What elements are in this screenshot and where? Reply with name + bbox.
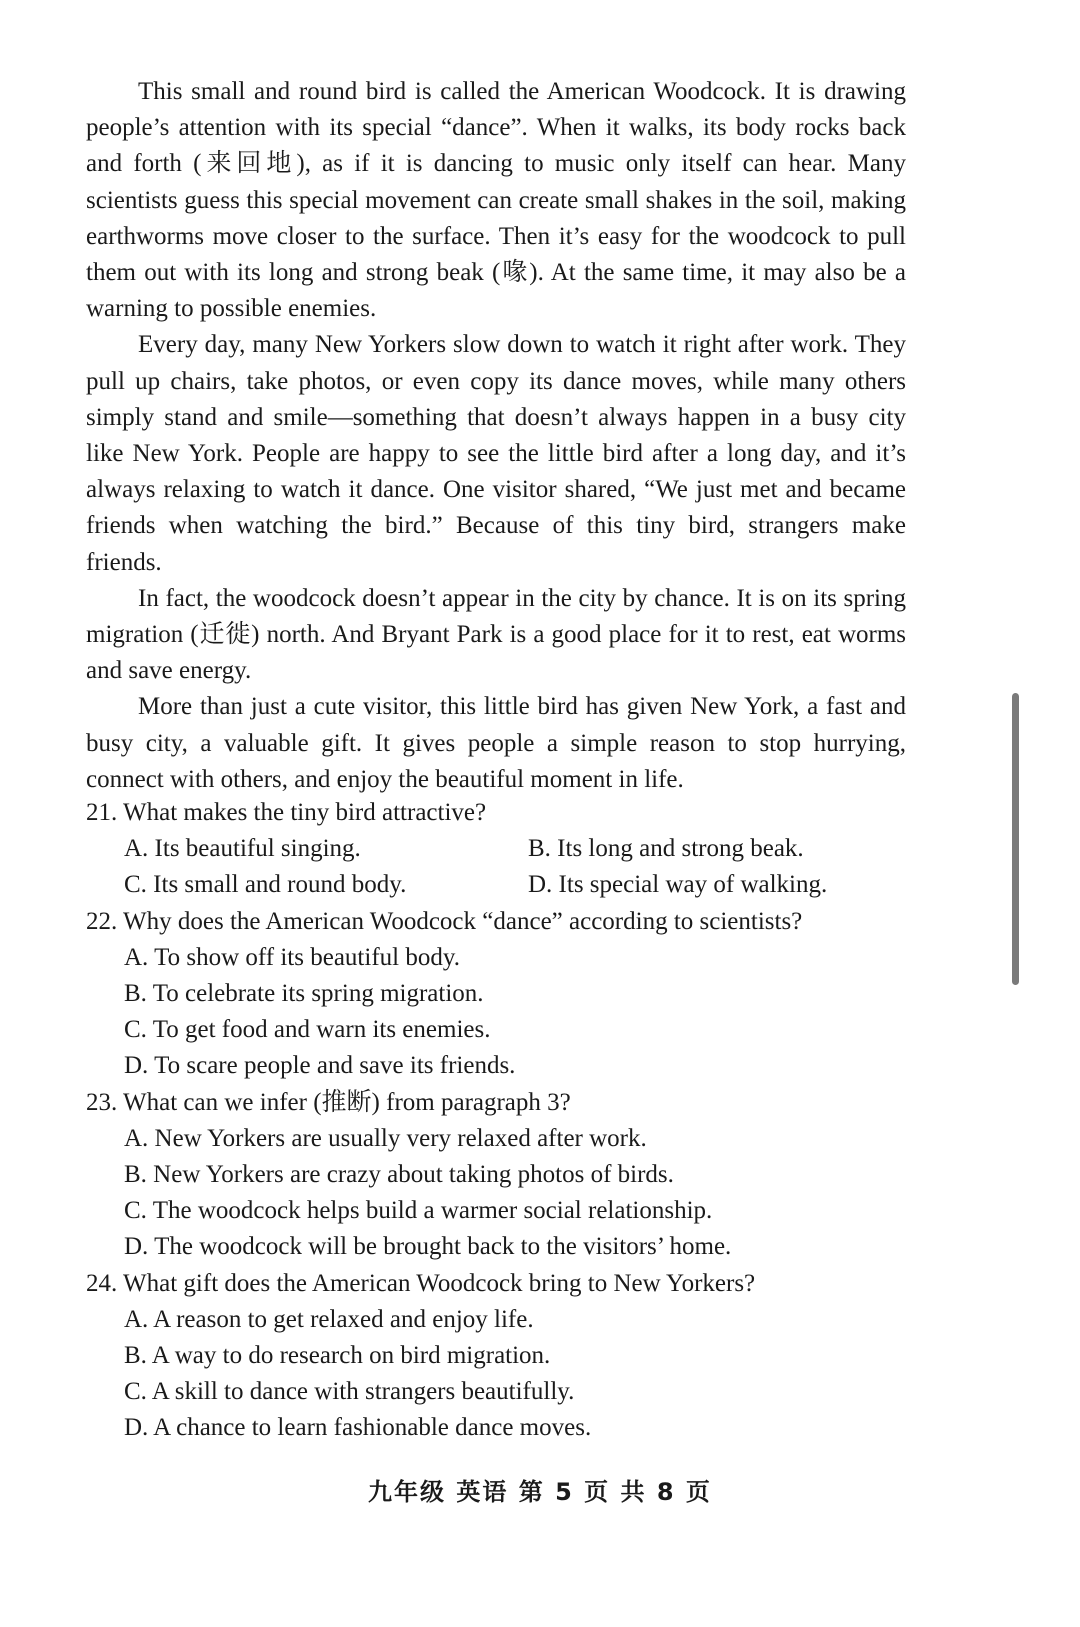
option-b: B. Its long and strong beak.: [528, 835, 804, 863]
passage-paragraph-4: More than just a cute visitor, this little bird has given New York, a fast and busy city, a valuable gift. It gives people a simple reason to stop hurrying, connect with others, and enjoy the beautiful moment in life.: [86, 693, 906, 793]
question-23: [86, 1085, 966, 1266]
question-stem: 21. What makes the tiny bird attractive?: [86, 799, 487, 826]
question-list: [86, 795, 966, 1447]
reading-passage: [86, 74, 906, 798]
option-a: A. New Yorkers are usually very relaxed after work.: [124, 1124, 647, 1152]
option-d: D. A chance to learn fashionable dance moves.: [124, 1414, 592, 1442]
option-grid: [86, 831, 966, 903]
option-d: D. The woodcock will be brought back to the visitors’ home.: [124, 1233, 732, 1261]
passage-paragraph-1: This small and round bird is called the American Woodcock. It is drawing people’s attention with its special “dance”. When it walks, its body rocks back and forth (来回地), as if it is dancing to music only itself can hear. Many scientists guess this special movement can create small shakes in the soil, making earthworms move closer to the surface. Then it’s easy for the woodcock to pull them out with its long and strong beak (喙). At the same time, it may also be a warning to possible enemies.: [86, 78, 906, 323]
page-footer: 九年级 英语 第 5 页 共 8 页: [368, 1478, 712, 1506]
option-a: A. A reason to get relaxed and enjoy life.: [124, 1305, 534, 1333]
option-c: C. The woodcock helps build a warmer social relationship.: [124, 1197, 713, 1225]
option-list: [86, 1302, 966, 1447]
option-c: C. To get food and warn its enemies.: [124, 1016, 491, 1044]
question-stem: 22. Why does the American Woodcock “dance” according to scientists?: [86, 907, 803, 935]
option-d: D. To scare people and save its friends.: [124, 1052, 516, 1080]
option-a: A. Its beautiful singing.: [124, 835, 361, 863]
question-stem: 23. What can we infer (推断) from paragraph 3?: [86, 1088, 571, 1116]
option-c: C. Its small and round body.: [124, 871, 407, 899]
option-list: [86, 1121, 966, 1266]
option-d: D. Its special way of walking.: [528, 871, 828, 899]
question-24: [86, 1266, 966, 1447]
scrollbar-thumb[interactable]: [1012, 693, 1019, 985]
passage-paragraph-2: Every day, many New Yorkers slow down to watch it right after work. They pull up chairs, take photos, or even copy its dance moves, while many others simply stand and smile—something that doesn’t always happen in a busy city like New York. People are happy to see the little bird after a long day, and it’s always relaxing to watch it dance. One visitor shared, “We just met and became friends when watching the bird.” Because of this tiny bird, strangers make friends.: [86, 331, 906, 576]
option-b: B. A way to do research on bird migration.: [124, 1342, 551, 1370]
question-22: [86, 904, 966, 1085]
option-b: B. New Yorkers are crazy about taking photos of birds.: [124, 1161, 674, 1189]
question-21: [86, 795, 966, 904]
option-c: C. A skill to dance with strangers beautifully.: [124, 1378, 575, 1406]
passage-paragraph-3: In fact, the woodcock doesn’t appear in the city by chance. It is on its spring migration (迁徙) north. And Bryant Park is a good place for it to rest, eat worms and save energy.: [86, 584, 906, 685]
option-a: A. To show off its beautiful body.: [124, 943, 460, 971]
option-b: B. To celebrate its spring migration.: [124, 980, 484, 1008]
question-stem: 24. What gift does the American Woodcock bring to New Yorkers?: [86, 1269, 756, 1297]
option-list: [86, 940, 966, 1085]
